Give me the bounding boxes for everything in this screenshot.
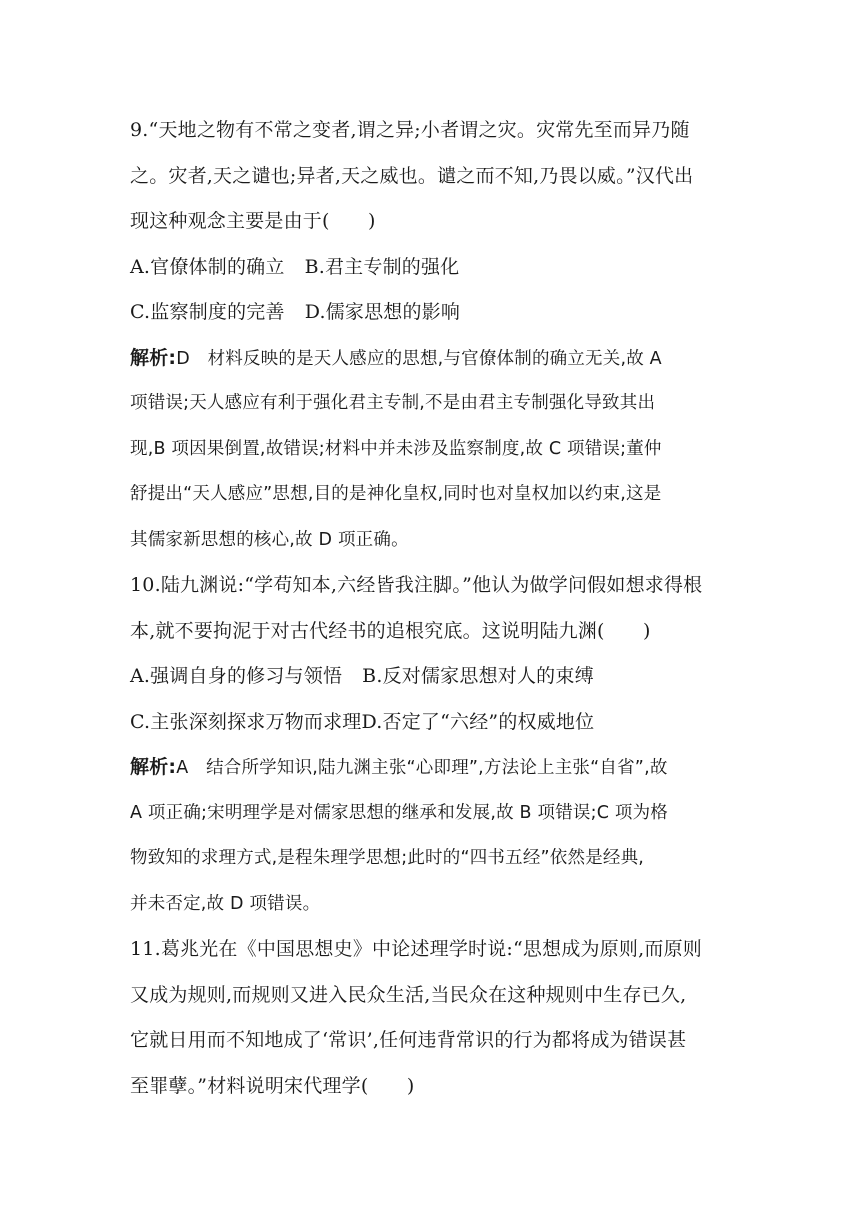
q9-option-a: A.官僚体制的确立 xyxy=(130,255,285,278)
q10-stem-line-1: 10.陆九渊说:“学苟知本,六经皆我注脚。”他认为做学问假如想求得根 xyxy=(130,574,703,596)
q9-stem-line-2: 之。灾者,天之谴也;异者,天之威也。谴之而不知,乃畏以威。”汉代出 xyxy=(130,164,694,187)
q10-analysis-text-1: A 结合所学知识,陆九渊主张“心即理”,方法论上主张“自省”,故 xyxy=(176,758,668,778)
q9-stem-line-1: 9.“天地之物有不常之变者,谓之异;小者谓之灾。灾常先至而异乃随 xyxy=(130,119,690,141)
q9-analysis-line-4: 舒提出“天人感应”思想,目的是神化皇权,同时也对皇权加以约束,这是 xyxy=(130,484,662,504)
q9-option-c: C.监察制度的完善 xyxy=(130,301,285,323)
q11-stem-line-1: 11.葛兆光在《中国思想史》中论述理学时说:“思想成为原则,而原则 xyxy=(130,938,702,960)
q10-analysis-line-2: A 项正确;宋明理学是对儒家思想的继承和发展,故 B 项错误;C 项为格 xyxy=(130,802,668,823)
q10-options-ab xyxy=(130,654,730,700)
q11-stem-line-2: 又成为规则,而规则又进入民众生活,当民众在这种规则中生存已久, xyxy=(130,983,687,1006)
q9-analysis-label: 解析: xyxy=(130,346,177,369)
q11-stem-line-4: 至罪孽。”材料说明宋代理学( ) xyxy=(130,1074,415,1097)
q9-options-ab xyxy=(130,245,730,291)
q10-analysis-line-3: 物致知的求理方式,是程朱理学思想;此时的“四书五经”依然是经典, xyxy=(130,848,645,868)
q9-options-cd xyxy=(130,290,730,336)
q10-analysis-line-1 xyxy=(130,745,730,791)
q9-analysis-line-2: 项错误;天人感应有利于强化君主专制,不是由君主专制强化导致其出 xyxy=(130,393,656,413)
q10-analysis-label: 解析: xyxy=(130,756,177,778)
q10-option-b: B.反对儒家思想对人的束缚 xyxy=(362,665,594,687)
q9-analysis-line-3: 现,B 项因果倒置,故错误;材料中并未涉及监察制度,故 C 项错误;董仲 xyxy=(130,438,662,459)
q11-stem-line-3: 它就日用而不知地成了‘常识’,任何违背常识的行为都将成为错误甚 xyxy=(130,1029,687,1051)
q9-analysis-text-1: D 材料反映的是天人感应的思想,与官僚体制的确立无关,故 A xyxy=(176,348,662,369)
q9-analysis-line-1 xyxy=(130,336,730,382)
q10-analysis-line-4: 并未否定,故 D 项错误。 xyxy=(130,893,321,914)
q9-option-d: D.儒家思想的影响 xyxy=(304,301,461,323)
q9-stem-line-3: 现这种观念主要是由于( ) xyxy=(130,210,376,232)
q10-stem-line-2: 本,就不要拘泥于对古代经书的追根究底。这说明陆九渊( ) xyxy=(130,619,651,642)
q10-option-a: A.强调自身的修习与领悟 xyxy=(130,665,343,687)
q9-analysis-line-5: 其儒家新思想的核心,故 D 项正确。 xyxy=(130,529,409,550)
q9-option-b: B.君主专制的强化 xyxy=(304,255,460,278)
q10-options-cd: C.主张深刻探求万物而求理D.否定了“六经”的权威地位 xyxy=(130,710,595,733)
question-content xyxy=(130,108,730,1109)
